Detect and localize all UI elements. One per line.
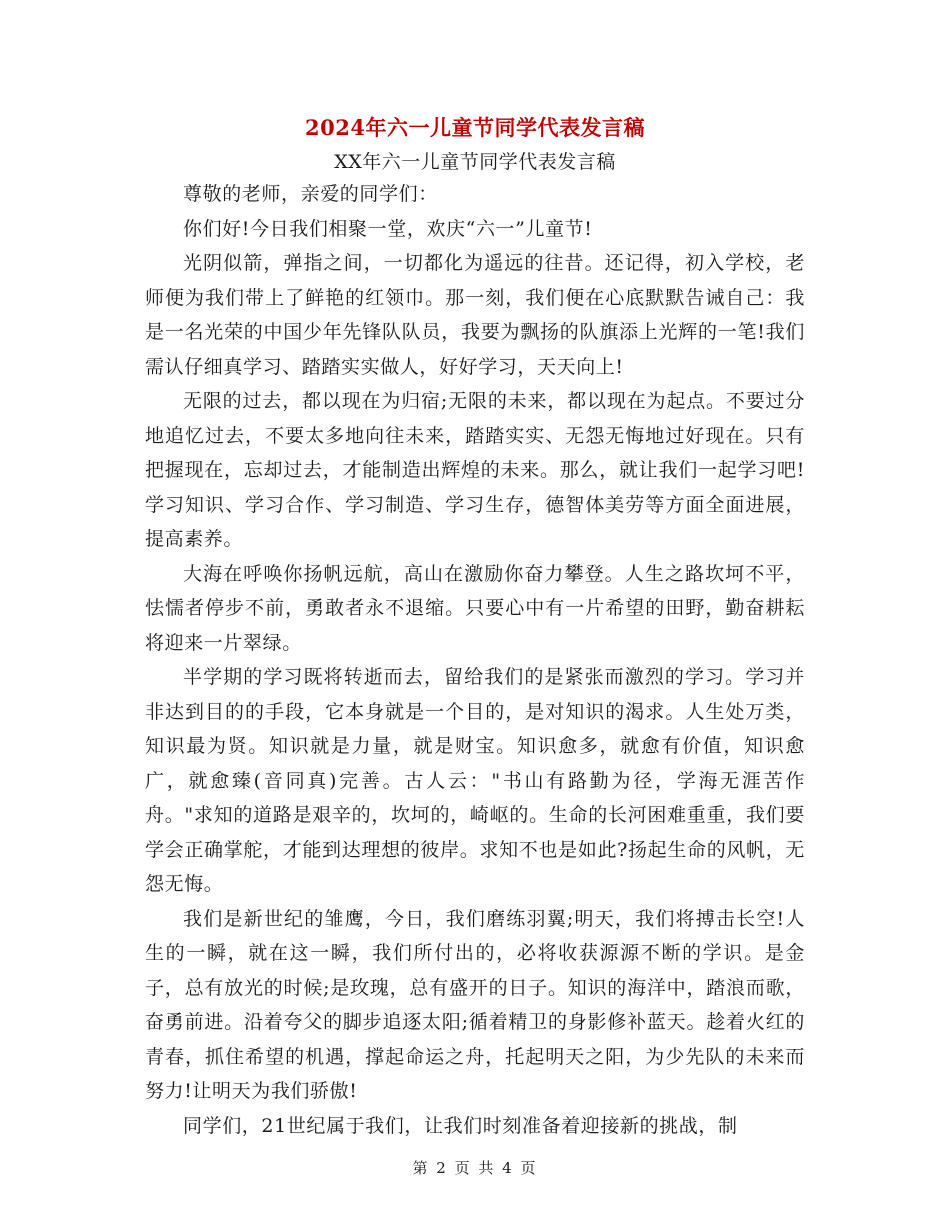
document-title: 2024年六一儿童节同学代表发言稿 bbox=[305, 115, 645, 140]
document-subtitle: XX年六一儿童节同学代表发言稿 bbox=[334, 151, 616, 173]
greeting-paragraph: 你们好!今日我们相聚一堂，欢庆“六一”儿童节! bbox=[183, 217, 593, 240]
page-number-footer: 第 2 页 共 4 页 bbox=[412, 1159, 538, 1177]
body-paragraph: 大海在呼唤你扬帆远航，高山在激励你奋力攀登。人生之路坎坷不平，怯懦者停步不前，勇敢者永不退缩。只要心中有一片希望的田野，勤奋耕耘将迎来一片翠绿。 bbox=[145, 562, 805, 654]
body-paragraph: 半学期的学习既将转逝而去，留给我们的是紧张而激烈的学习。学习并非达到目的的手段，它本身就是一个目的，是对知识的渴求。人生处万类，知识最为贤。知识就是力量，就是财宝。知识愈多，就愈有价值，知识愈广，就愈臻(音同真)完善。古人云："书山有路勤为径，学海无涯苦作舟。"求知的道路是艰辛的，坎坷的，崎岖的。生命的长河困难重重，我们要学会正确掌舵，才能到达理想的彼岸。求知不也是如此?扬起生命的风帆，无怨无悔。 bbox=[145, 666, 805, 895]
salutation-paragraph: 尊敬的老师，亲爱的同学们： bbox=[183, 183, 438, 205]
body-paragraph: 光阴似箭，弹指之间，一切都化为遥远的往昔。还记得，初入学校，老师便为我们带上了鲜艳的红领巾。那一刻，我们便在心底默默告诫自己：我是一名光荣的中国少年先锋队队员，我要为飘扬的队旗添上光辉的一笔!我们需认仔细真学习、踏踏实实做人，好好学习，天天向上! bbox=[145, 252, 805, 378]
body-paragraph: 同学们，21世纪属于我们，让我们时刻准备着迎接新的挑战，制 bbox=[183, 1114, 738, 1137]
body-paragraph: 我们是新世纪的雏鹰，今日，我们磨练羽翼;明天，我们将搏击长空!人生的一瞬，就在这一瞬，我们所付出的，必将收获源源不断的学识。是金子，总有放光的时候;是玫瑰，总有盛开的日子。知识的海洋中，踏浪而歌，奋勇前进。沿着夸父的脚步追逐太阳;循着精卫的身影修补蓝天。趁着火红的青春，抓住希望的机遇，撑起命运之舟，托起明天之阳，为少先队的未来而努力!让明天为我们骄傲! bbox=[145, 907, 805, 1102]
body-paragraph: 无限的过去，都以现在为归宿;无限的未来，都以现在为起点。不要过分地追忆过去，不要太多地向往未来，踏踏实实、无怨无悔地过好现在。只有把握现在，忘却过去，才能制造出辉煌的未来。那么，就让我们一起学习吧!学习知识、学习合作、学习制造、学习生存，德智体美劳等方面全面进展，提高素养。 bbox=[145, 390, 805, 550]
document-body bbox=[145, 177, 805, 1143]
